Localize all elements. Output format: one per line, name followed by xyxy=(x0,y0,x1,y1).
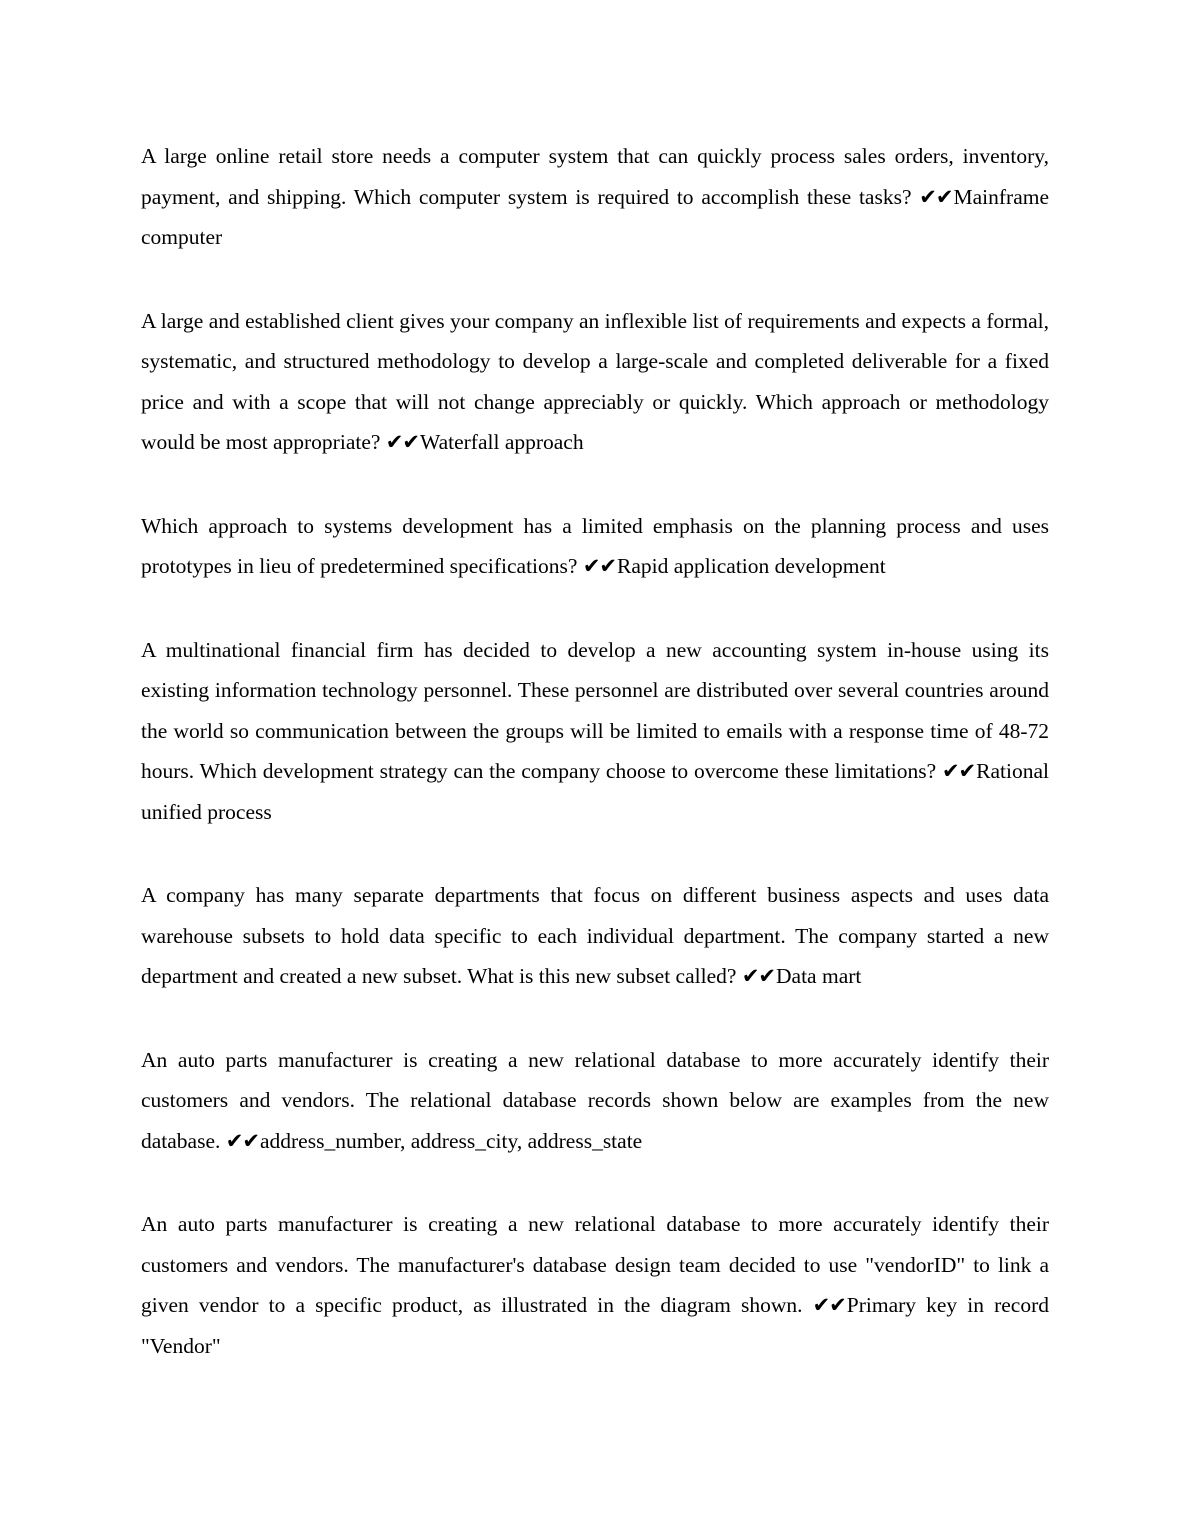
qa-item-7 xyxy=(141,1204,1049,1366)
question-text: A large and established client gives your company an inflexible list of requirements and expects a formal, systematic, and structured methodology to develop a large-scale and completed deliverable for a fixed price and with a scope that will not change appreciably or quickly. Which approach or methodology would be most appropriate? xyxy=(141,308,1049,454)
double-check-icon: ✔✔ xyxy=(225,1128,259,1153)
double-check-icon: ✔✔ xyxy=(741,964,776,988)
answer-text: Rapid application development xyxy=(617,554,886,578)
question-text: Which approach to systems development has a limited emphasis on the planning process and uses prototypes in lieu of predetermined specifications? xyxy=(141,513,1049,578)
question-text: A company has many separate departments that focus on different business aspects and uses data warehouse subsets to hold data specific to each individual department. The company started a new department and created a new subset. What is this new subset called? xyxy=(141,883,1049,988)
double-check-icon: ✔✔ xyxy=(941,759,976,783)
question-text: A large online retail store needs a computer system that can quickly process sales orders, inventory, payment, and shipping. Which computer system is required to accomplish these tasks? xyxy=(141,144,1049,209)
double-check-icon: ✔✔ xyxy=(582,554,617,578)
question-text: A multinational financial firm has decided to develop a new accounting system in-house using its existing information technology personnel. These personnel are distributed over several countries around the world so communication between the groups will be limited to emails with a response time of 48-72 hours. Which development strategy can the company choose to overcome these limitations? xyxy=(141,637,1049,783)
qa-item-3 xyxy=(141,506,1049,587)
answer-text: Mainframe computer xyxy=(141,184,1050,249)
question-text: An auto parts manufacturer is creating a new relational database to more accurately identify their customers and vendors. The relational database records shown below are examples from the new database. xyxy=(141,1047,1049,1153)
qa-item-2 xyxy=(141,301,1049,463)
qa-item-6 xyxy=(141,1040,1049,1162)
double-check-icon: ✔✔ xyxy=(385,430,419,454)
double-check-icon: ✔✔ xyxy=(812,1293,846,1317)
double-check-icon: ✔✔ xyxy=(919,184,953,209)
answer-text: Primary key in record "Vendor" xyxy=(141,1293,1049,1358)
answer-text: Data mart xyxy=(776,964,862,988)
answer-text: Waterfall approach xyxy=(420,430,584,454)
qa-item-1 xyxy=(141,136,1049,258)
document-page xyxy=(141,136,1049,1409)
qa-item-4 xyxy=(141,630,1049,833)
answer-text: address_number, address_city, address_state xyxy=(259,1128,643,1153)
answer-text: Rational unified process xyxy=(141,759,1050,824)
question-text: An auto parts manufacturer is creating a new relational database to more accurately identify their customers and vendors. The manufacturer's database design team decided to use "vendorID" to link a given vendor to a specific product, as illustrated in the diagram shown. xyxy=(141,1212,1049,1317)
qa-item-5 xyxy=(141,875,1049,997)
